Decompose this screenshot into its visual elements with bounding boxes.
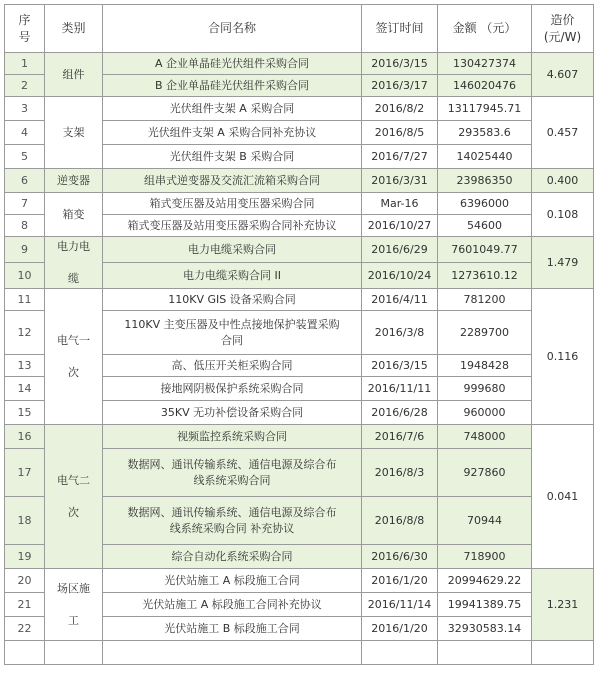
- unit-cost-power-cable: 1.479: [532, 237, 594, 289]
- row-number: 9: [5, 237, 45, 263]
- header-amount: 金额 （元）: [438, 5, 532, 53]
- amount: 999680: [438, 377, 532, 401]
- contract-name: 电力电缆采购合同 II: [103, 263, 362, 289]
- row-number: 5: [5, 145, 45, 169]
- category-power-cable: 电力电 缆: [45, 237, 103, 289]
- header-row: [5, 5, 594, 53]
- unit-cost-brackets: 0.457: [532, 97, 594, 169]
- sign-date: 2016/8/5: [362, 121, 438, 145]
- row-number: 8: [5, 215, 45, 237]
- contract-name: 光伏站施工 B 标段施工合同: [103, 617, 362, 641]
- sign-date: 2016/8/8: [362, 497, 438, 545]
- row-number: 18: [5, 497, 45, 545]
- row-number: 20: [5, 569, 45, 593]
- amount: 927860: [438, 449, 532, 497]
- contract-name: 电力电缆采购合同: [103, 237, 362, 263]
- amount: 13117945.71: [438, 97, 532, 121]
- amount: 19941389.75: [438, 593, 532, 617]
- contract-name: 高、低压开关柜采购合同: [103, 355, 362, 377]
- row-number: 17: [5, 449, 45, 497]
- contract-name: 组串式逆变器及交流汇流箱采购合同: [103, 169, 362, 193]
- amount: 32930583.14: [438, 617, 532, 641]
- sign-date: 2016/1/20: [362, 617, 438, 641]
- row-number: 19: [5, 545, 45, 569]
- table-row: [5, 53, 594, 75]
- table-row: [5, 169, 594, 193]
- header-sign-date: 签订时间: [362, 5, 438, 53]
- amount: 54600: [438, 215, 532, 237]
- table-row: [5, 193, 594, 215]
- contract-name: 接地网阴极保护系统采购合同: [103, 377, 362, 401]
- table-row: [5, 237, 594, 263]
- sign-date: 2016/3/17: [362, 75, 438, 97]
- sign-date: 2016/3/15: [362, 355, 438, 377]
- contract-name: 110KV GIS 设备采购合同: [103, 289, 362, 311]
- contract-name: 光伏组件支架 A 采购合同: [103, 97, 362, 121]
- amount: 960000: [438, 401, 532, 425]
- sign-date: 2016/11/14: [362, 593, 438, 617]
- contract-name: 数据网、通讯传输系统、通信电源及综合布 线系统采购合同: [103, 449, 362, 497]
- row-number: 3: [5, 97, 45, 121]
- row-number: 7: [5, 193, 45, 215]
- row-number: 12: [5, 311, 45, 355]
- row-number: 11: [5, 289, 45, 311]
- amount: 23986350: [438, 169, 532, 193]
- category-modules: 组件: [45, 53, 103, 97]
- row-number: 2: [5, 75, 45, 97]
- unit-cost-site-construction: 1.231: [532, 569, 594, 641]
- row-number: 10: [5, 263, 45, 289]
- amount: 6396000: [438, 193, 532, 215]
- table-row: [5, 569, 594, 593]
- sign-date: 2016/3/15: [362, 53, 438, 75]
- contract-name: 视频监控系统采购合同: [103, 425, 362, 449]
- sign-date: 2016/1/20: [362, 569, 438, 593]
- sign-date: 2016/10/27: [362, 215, 438, 237]
- contract-name: 箱式变压器及站用变压器采购合同: [103, 193, 362, 215]
- amount: 146020476: [438, 75, 532, 97]
- amount: 748000: [438, 425, 532, 449]
- sign-date: 2016/7/27: [362, 145, 438, 169]
- amount: 1948428: [438, 355, 532, 377]
- contract-name: 光伏站施工 A 标段施工合同: [103, 569, 362, 593]
- amount: 7601049.77: [438, 237, 532, 263]
- category-site-construction: 场区施 工: [45, 569, 103, 641]
- table-row: [5, 425, 594, 449]
- sign-date: Mar-16: [362, 193, 438, 215]
- category-brackets: 支架: [45, 97, 103, 169]
- sign-date: 2016/7/6: [362, 425, 438, 449]
- row-number: 21: [5, 593, 45, 617]
- header-unit-cost: 造价 (元/W): [532, 5, 594, 53]
- sign-date: 2016/3/31: [362, 169, 438, 193]
- row-number: 13: [5, 355, 45, 377]
- row-number: 14: [5, 377, 45, 401]
- sign-date: 2016/6/29: [362, 237, 438, 263]
- category-electrical-primary: 电气一 次: [45, 289, 103, 425]
- amount: 1273610.12: [438, 263, 532, 289]
- amount: 14025440: [438, 145, 532, 169]
- contract-cost-table: [4, 4, 594, 665]
- sign-date: 2016/10/24: [362, 263, 438, 289]
- amount: 130427374: [438, 53, 532, 75]
- sign-date: 2016/8/3: [362, 449, 438, 497]
- category-inverter: 逆变器: [45, 169, 103, 193]
- header-contract-name: 合同名称: [103, 5, 362, 53]
- table-row: [5, 97, 594, 121]
- contract-name: 综合自动化系统采购合同: [103, 545, 362, 569]
- unit-cost-electrical-primary: 0.116: [532, 289, 594, 425]
- unit-cost-modules: 4.607: [532, 53, 594, 97]
- amount: 718900: [438, 545, 532, 569]
- row-number: 22: [5, 617, 45, 641]
- contract-name: 110KV 主变压器及中性点接地保护装置采购 合同: [103, 311, 362, 355]
- row-number: 15: [5, 401, 45, 425]
- contract-name: A 企业单晶硅光伏组件采购合同: [103, 53, 362, 75]
- header-category: 类别: [45, 5, 103, 53]
- category-box-transformer: 箱变: [45, 193, 103, 237]
- contract-name: B 企业单晶硅光伏组件采购合同: [103, 75, 362, 97]
- sign-date: 2016/11/11: [362, 377, 438, 401]
- sign-date: 2016/6/30: [362, 545, 438, 569]
- amount: 293583.6: [438, 121, 532, 145]
- contract-name: 35KV 无功补偿设备采购合同: [103, 401, 362, 425]
- table-row: [5, 289, 594, 311]
- contract-name: 光伏组件支架 B 采购合同: [103, 145, 362, 169]
- row-number: 6: [5, 169, 45, 193]
- unit-cost-box-transformer: 0.108: [532, 193, 594, 237]
- sign-date: 2016/6/28: [362, 401, 438, 425]
- row-number: 4: [5, 121, 45, 145]
- contract-name: 数据网、通讯传输系统、通信电源及综合布 线系统采购合同 补充协议: [103, 497, 362, 545]
- row-number: 16: [5, 425, 45, 449]
- table-row-cut-off: [5, 641, 594, 665]
- sign-date: 2016/3/8: [362, 311, 438, 355]
- amount: 781200: [438, 289, 532, 311]
- sign-date: 2016/8/2: [362, 97, 438, 121]
- contract-name: 光伏站施工 A 标段施工合同补充协议: [103, 593, 362, 617]
- unit-cost-inverter: 0.400: [532, 169, 594, 193]
- sign-date: 2016/4/11: [362, 289, 438, 311]
- unit-cost-electrical-secondary: 0.041: [532, 425, 594, 569]
- category-electrical-secondary: 电气二 次: [45, 425, 103, 569]
- amount: 2289700: [438, 311, 532, 355]
- amount: 20994629.22: [438, 569, 532, 593]
- contract-name: 箱式变压器及站用变压器采购合同补充协议: [103, 215, 362, 237]
- row-number: 1: [5, 53, 45, 75]
- header-seq: 序 号: [5, 5, 45, 53]
- amount: 70944: [438, 497, 532, 545]
- contract-name: 光伏组件支架 A 采购合同补充协议: [103, 121, 362, 145]
